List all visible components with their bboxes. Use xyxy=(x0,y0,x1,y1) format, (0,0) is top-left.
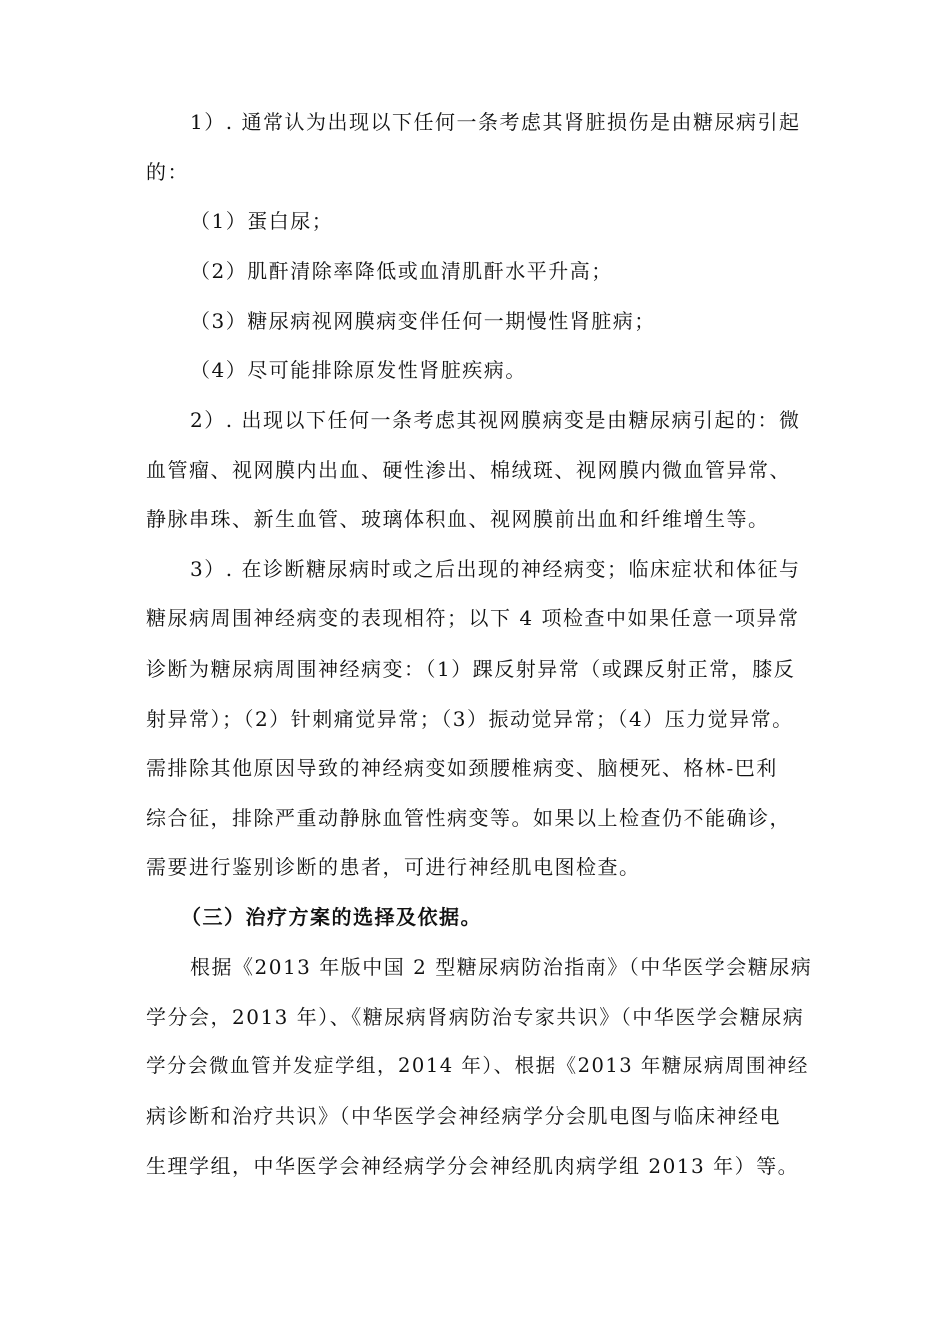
paragraph-3-line-6: 综合征，排除严重动静脉血管性病变等。如果以上检查仍不能确诊， xyxy=(146,806,791,830)
paragraph-1-line-1: 1）. 通常认为出现以下任何一条考虑其肾脏损伤是由糖尿病引起 xyxy=(190,110,801,134)
paragraph-2-line-1: 2）. 出现以下任何一条考虑其视网膜病变是由糖尿病引起的：微 xyxy=(190,408,801,432)
paragraph-3-line-3: 诊断为糖尿病周围神经病变：（1）踝反射异常（或踝反射正常，膝反 xyxy=(146,657,796,681)
list-item-3: （3）糖尿病视网膜病变伴任何一期慢性肾脏病； xyxy=(190,309,656,333)
paragraph-3-line-4: 射异常）；（2）针刺痛觉异常；（3）振动觉异常；（4）压力觉异常。 xyxy=(146,707,794,731)
paragraph-3-line-5: 需排除其他原因导致的神经病变如颈腰椎病变、脑梗死、格林-巴利 xyxy=(146,756,778,780)
paragraph-3-line-2: 糖尿病周围神经病变的表现相符；以下 4 项检查中如果任意一项异常 xyxy=(146,606,800,630)
paragraph-2-line-3: 静脉串珠、新生血管、玻璃体积血、视网膜前出血和纤维增生等。 xyxy=(146,507,770,531)
paragraph-2-line-2: 血管瘤、视网膜内出血、硬性渗出、棉绒斑、视网膜内微血管异常、 xyxy=(146,458,791,482)
list-item-2: （2）肌酐清除率降低或血清肌酐水平升高； xyxy=(190,259,613,283)
paragraph-4-line-4: 病诊断和治疗共识》（中华医学会神经病学分会肌电图与临床神经电 xyxy=(146,1104,781,1128)
paragraph-4-line-5: 生理学组，中华医学会神经病学分会神经肌肉病学组 2013 年）等。 xyxy=(146,1154,800,1178)
paragraph-4-line-1: 根据《2013 年版中国 2 型糖尿病防治指南》（中华医学会糖尿病 xyxy=(190,955,813,979)
section-heading: （三）治疗方案的选择及依据。 xyxy=(181,905,482,929)
paragraph-4-line-3: 学分会微血管并发症学组，2014 年）、根据《2013 年糖尿病周围神经 xyxy=(146,1054,809,1077)
paragraph-1-line-2: 的： xyxy=(146,160,189,184)
list-item-4: （4）尽可能排除原发性肾脏疾病。 xyxy=(190,358,527,382)
paragraph-4-line-2: 学分会，2013 年）、《糖尿病肾病防治专家共识》（中华医学会糖尿病 xyxy=(146,1005,805,1029)
paragraph-3-line-1: 3）. 在诊断糖尿病时或之后出现的神经病变；临床症状和体征与 xyxy=(190,557,801,581)
list-item-1: （1）蛋白尿； xyxy=(190,209,334,233)
paragraph-3-line-7: 需要进行鉴别诊断的患者，可进行神经肌电图检查。 xyxy=(146,855,641,879)
